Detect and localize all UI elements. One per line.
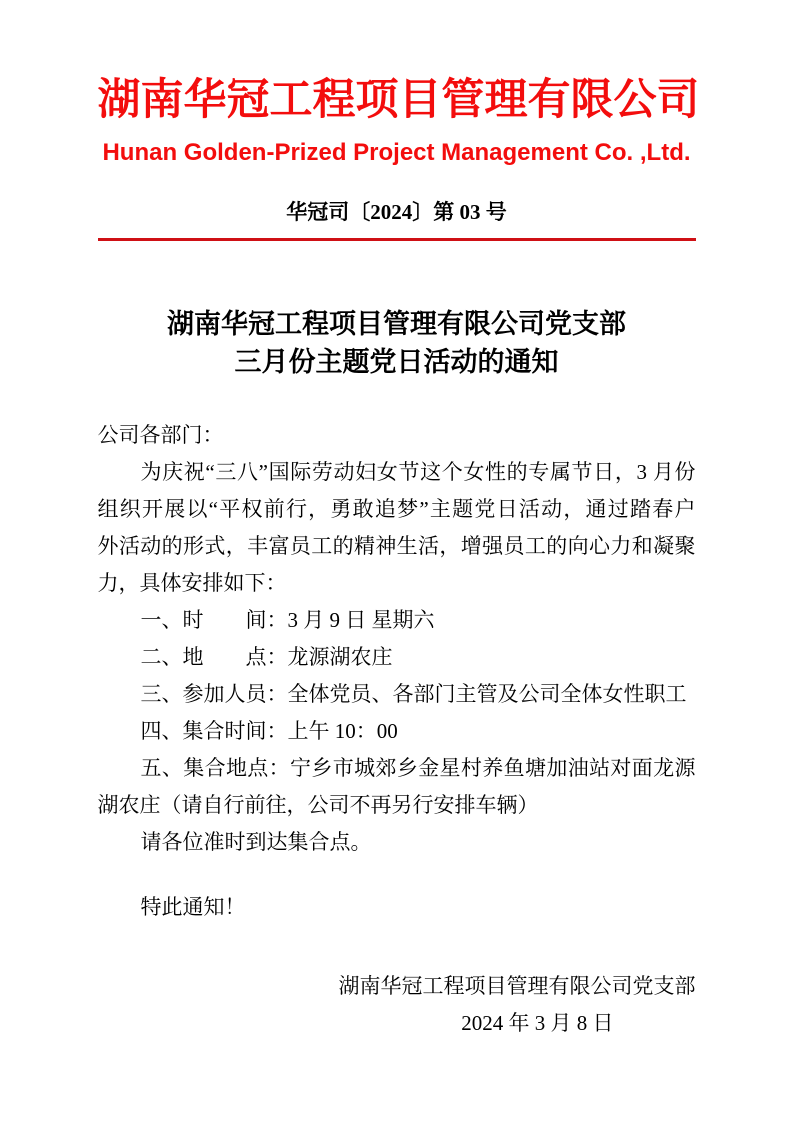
letterhead	[97, 74, 700, 241]
list-item-time: 一、时 间：3 月 9 日 星期六	[140, 608, 435, 632]
signature-date: 2024 年 3 月 8 日	[461, 1011, 614, 1035]
list-item-meeting-place-line-1: 五、集合地点：宁乡市城郊乡金星村养鱼塘加油站对面龙源	[140, 756, 696, 780]
company-name-english: Hunan Golden-Prized Project Management Co. ,Ltd.	[102, 139, 691, 166]
closing-line: 特此通知！	[140, 895, 246, 919]
document-content	[97, 74, 700, 1042]
list-item-meeting-place-line-2: 湖农庄（请自行前往，公司不再另行安排车辆）	[97, 793, 539, 817]
document-number: 华冠司〔2024〕第 03 号	[286, 200, 507, 224]
spacer	[98, 926, 696, 968]
paragraph-line-1: 为庆祝“三八”国际劳动妇女节这个女性的专属节日，3 月份	[140, 460, 696, 484]
punctuality-reminder-line: 请各位准时到达集合点。	[140, 830, 372, 854]
paragraph-line-2: 组织开展以“平权前行，勇敢追梦”主题党日活动，通过踏春户	[97, 497, 696, 521]
salutation-line: 公司各部门：	[97, 423, 224, 447]
notice-title-line1: 湖南华冠工程项目管理有限公司党支部	[167, 309, 626, 339]
notice-body	[98, 417, 696, 1042]
list-item-meeting-time: 四、集合时间：上午 10：00	[140, 719, 398, 743]
signature-organization: 湖南华冠工程项目管理有限公司党支部	[338, 974, 696, 998]
notice-title	[98, 305, 696, 381]
spacer	[98, 861, 696, 889]
paragraph-line-3: 外活动的形式，丰富员工的精神生活，增强员工的向心力和凝聚	[97, 534, 696, 558]
list-item-place: 二、地 点：龙源湖农庄	[140, 645, 393, 669]
paragraph-line-4: 力，具体安排如下：	[97, 571, 287, 595]
notice-title-line2: 三月份主题党日活动的通知	[234, 347, 559, 377]
list-item-participants: 三、参加人员：全体党员、各部门主管及公司全体女性职工	[140, 682, 687, 706]
company-name-chinese: 湖南华冠工程项目管理有限公司	[97, 76, 700, 124]
red-divider-line	[98, 238, 696, 241]
